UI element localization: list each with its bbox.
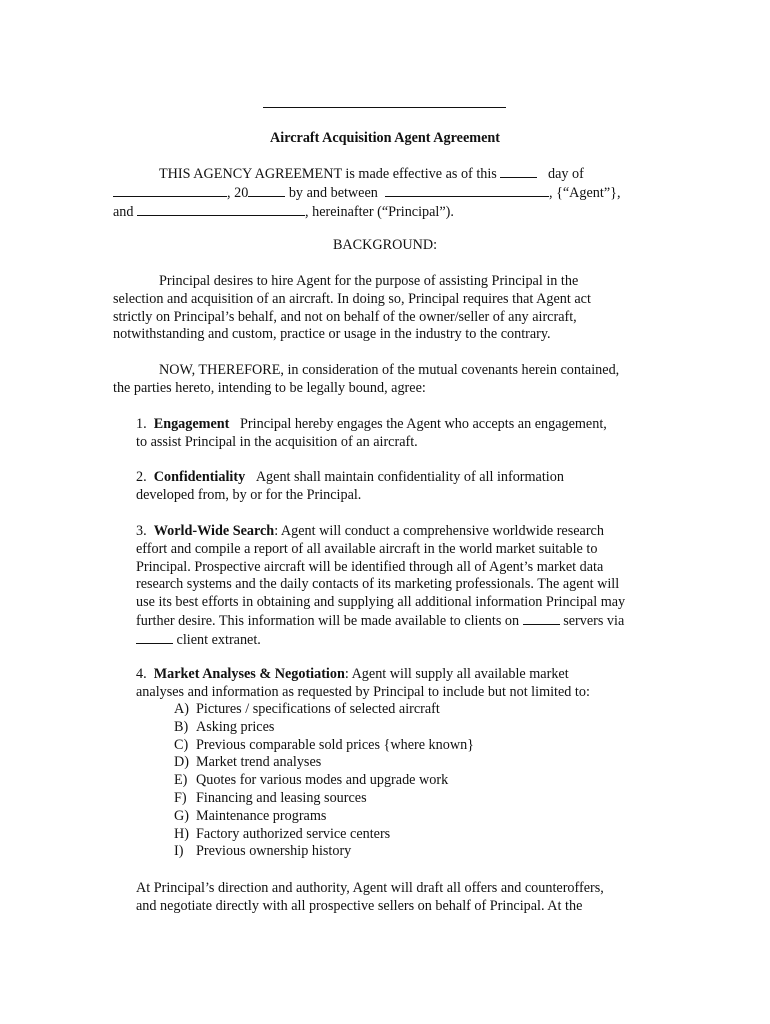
- background-heading: BACKGROUND:: [332, 237, 438, 253]
- now-therefore-paragraph: NOW, THEREFORE, in consideration of the mutual covenants herein contained, the parties hereto, intending to be legally bound, agree:: [113, 362, 620, 396]
- list-item: C) Previous comparable sold prices {where known}: [174, 736, 474, 753]
- section-market-analyses: 4. Market Analyses & Negotiation: Agent will supply all available market analyses and information as requested by Principal to include but not limited to:: [136, 666, 590, 700]
- closing-paragraph: At Principal’s direction and authority, Agent will draft all offers and counteroffers, and negotiate directly with all prospective sellers on behalf of Principal. At the: [136, 880, 604, 914]
- agent-name-blank[interactable]: [385, 184, 549, 197]
- servers-blank[interactable]: [523, 612, 560, 625]
- year-blank[interactable]: [248, 184, 285, 197]
- section-heading: Confidentiality: [153, 469, 246, 485]
- list-item: A) Pictures / specifications of selected aircraft: [174, 701, 440, 717]
- intro-line-3: and , hereinafter (“Principal”).: [113, 203, 454, 220]
- background-paragraph: Principal desires to hire Agent for the purpose of assisting Principal in the selection and acquisition of an aircraft. In doing so, Principal requires that Agent act strictly on Principal’s behalf, and not on behalf of the owner/seller of any aircraft, notwithstanding and custom, practice or usage in the industry to the contrary.: [113, 273, 591, 343]
- list-item: H) Factory authorized service centers: [174, 825, 391, 842]
- signature-line: [263, 107, 506, 108]
- document-title: Aircraft Acquisition Agent Agreement: [270, 130, 500, 146]
- section-heading: World-Wide Search: [153, 523, 275, 539]
- section-confidentiality: 2. Confidentiality Agent shall maintain confidentiality of all information developed from, by or for the Principal.: [136, 469, 564, 503]
- intro-paragraph: [113, 165, 673, 221]
- list-item: F) Financing and leasing sources: [174, 789, 367, 806]
- list-item: G) Maintenance programs: [174, 807, 327, 824]
- extranet-blank[interactable]: [136, 631, 173, 644]
- list-item: E) Quotes for various modes and upgrade work: [174, 772, 449, 789]
- market-analyses-list: [174, 701, 474, 861]
- section-heading: Market Analyses & Negotiation: [153, 666, 345, 682]
- list-item: B) Asking prices: [174, 718, 275, 735]
- day-blank[interactable]: [500, 165, 537, 178]
- principal-name-blank[interactable]: [137, 203, 305, 216]
- section-engagement: 1. Engagement Principal hereby engages the Agent who accepts an engagement, to assist Principal in the acquisition of an aircraft.: [136, 416, 607, 450]
- section-world-wide-search: 3. World-Wide Search: Agent will conduct a comprehensive worldwide research effort and compile a report of all available aircraft in the world market suitable to Principal. Prospective aircraft will be identified through all of Agent’s market data research systems and the daily contacts of its marketing professionals. The agent will use its best efforts in obtaining and supplying all additional information Principal may further desire. This information will be made available to clients on servers via client extranet.: [136, 523, 626, 648]
- list-item: I) Previous ownership history: [174, 843, 352, 860]
- list-item: D) Market trend analyses: [174, 754, 322, 771]
- section-heading: Engagement: [153, 416, 230, 432]
- intro-line-1: THIS AGENCY AGREEMENT is made effective as of this day of: [159, 166, 584, 182]
- month-blank[interactable]: [113, 184, 227, 197]
- intro-line-2: , 20 by and between , {“Agent”},: [113, 184, 673, 203]
